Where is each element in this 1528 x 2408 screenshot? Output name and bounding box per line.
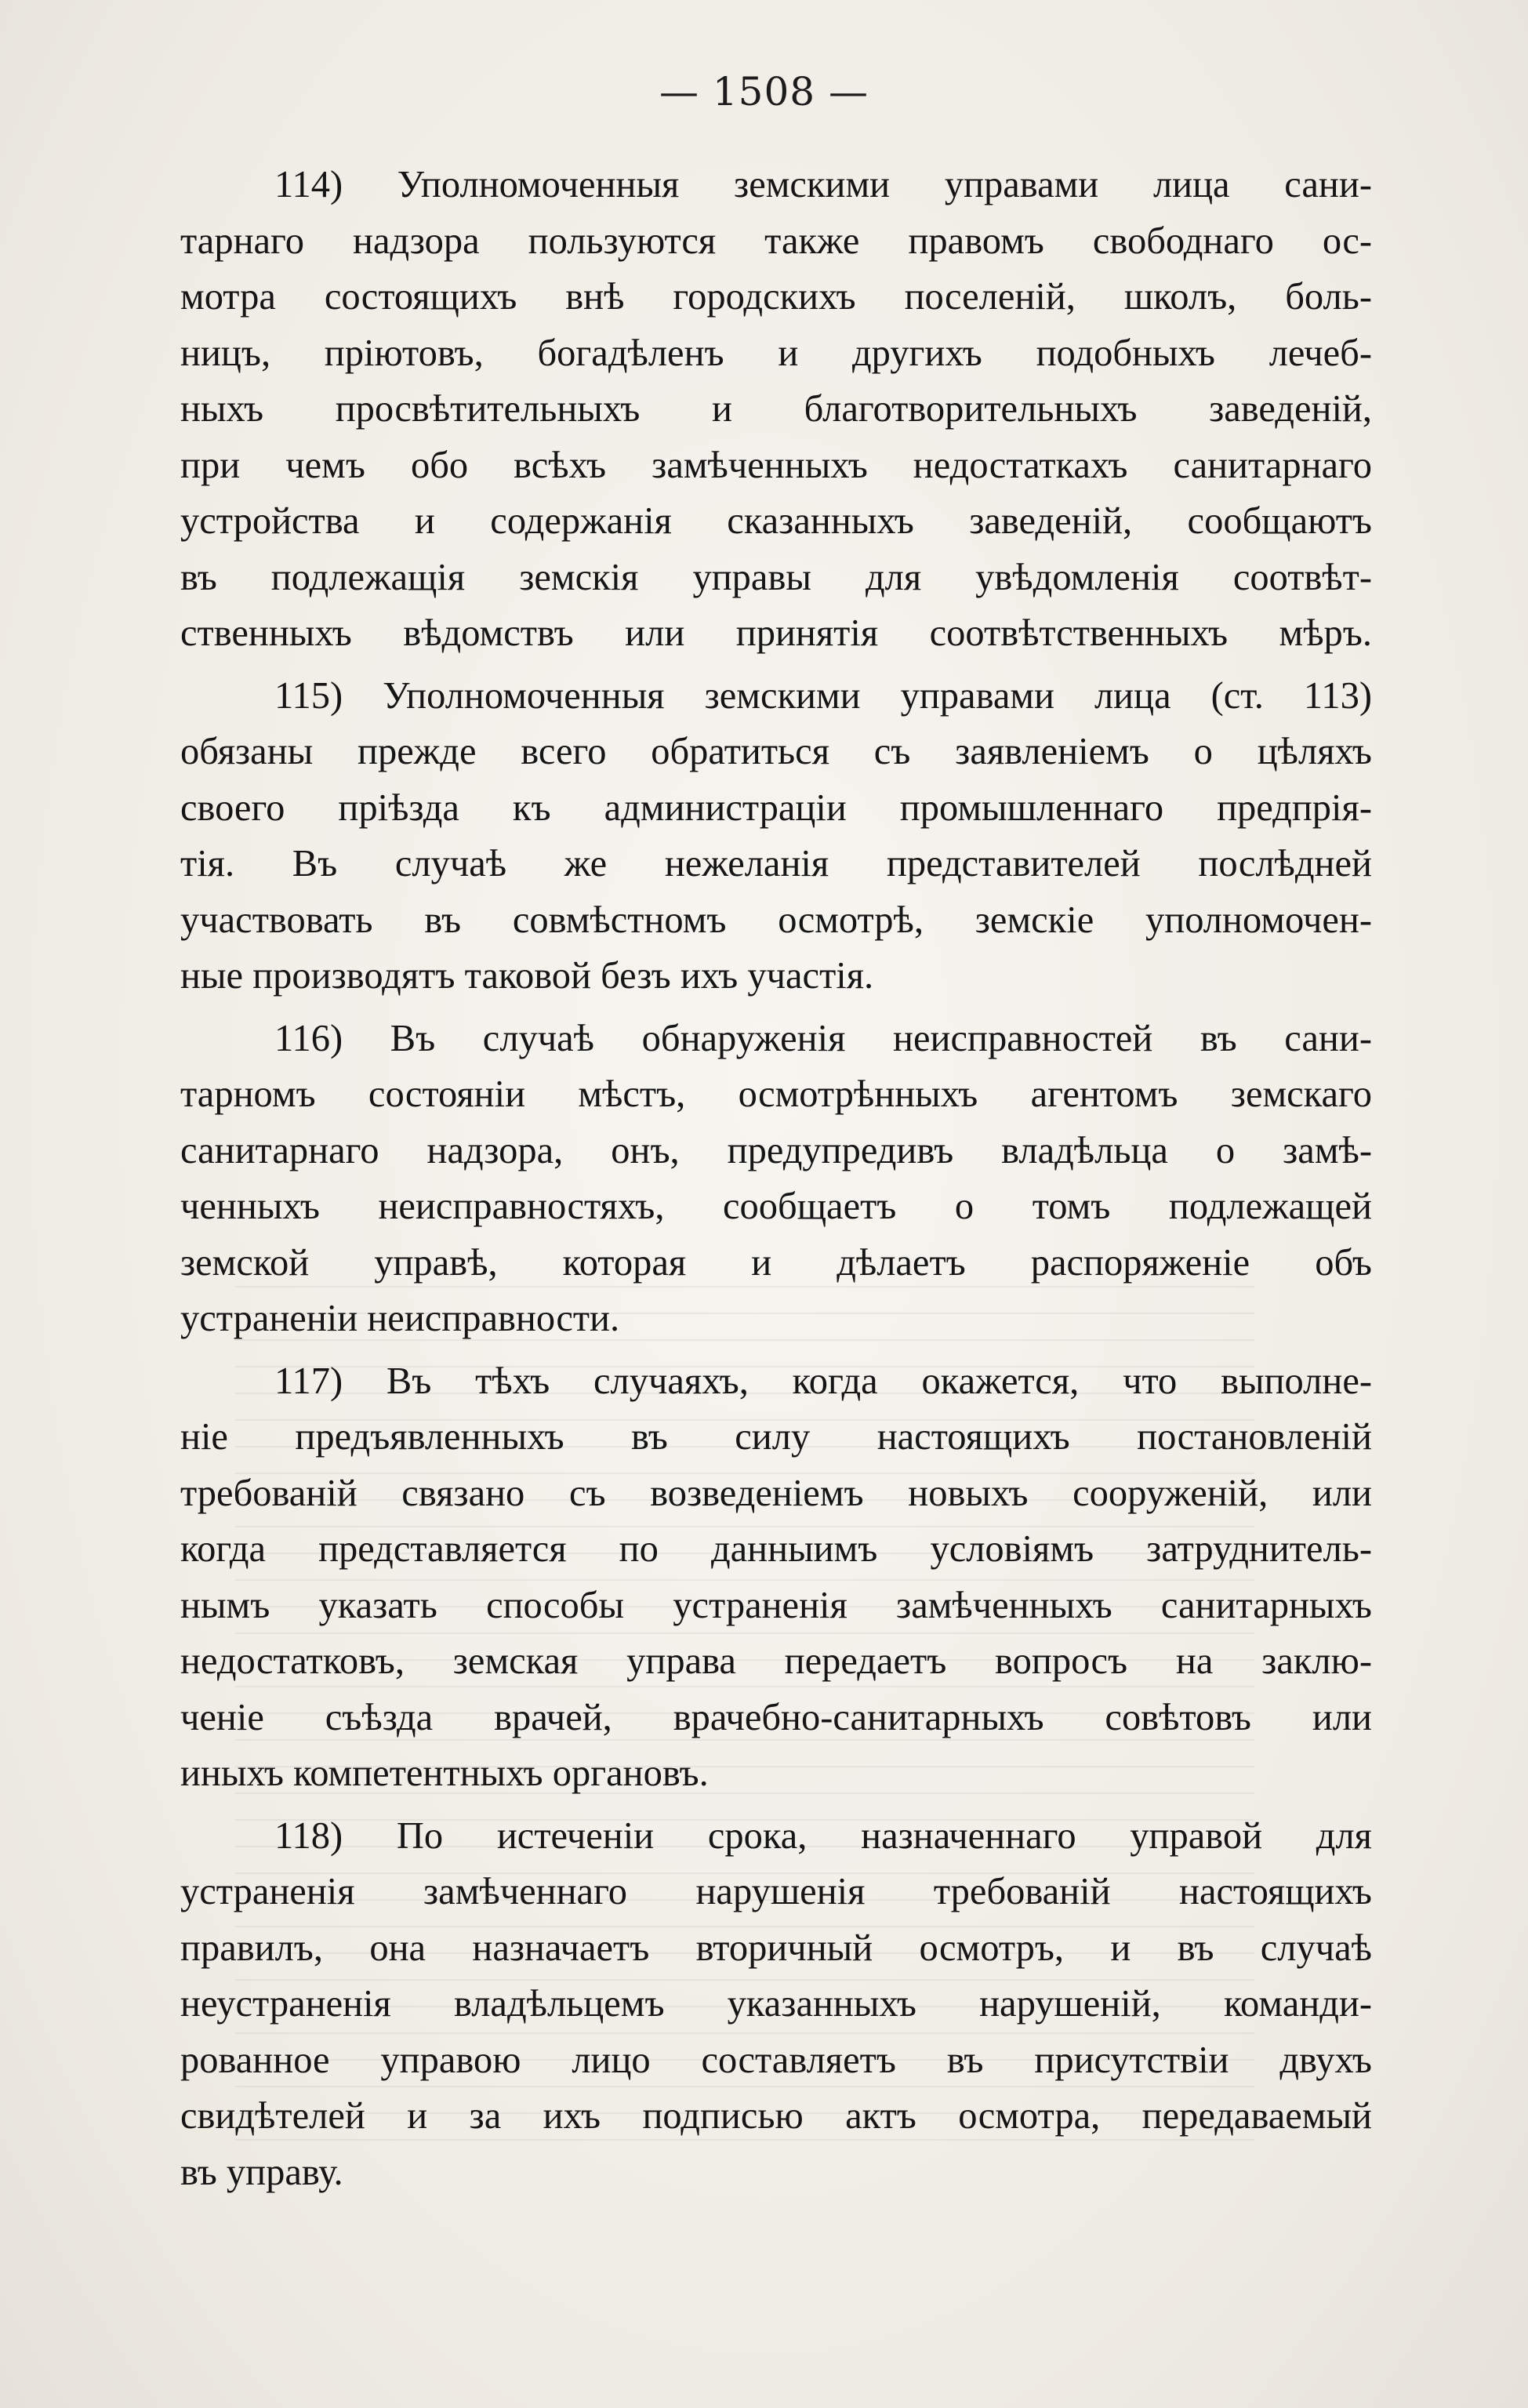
text-line: рованное управою лицо составляетъ въ присутствіи двухъ <box>180 2039 1372 2081</box>
text-line: устраненія замѣченнаго нарушенія требованій настоящихъ <box>180 1871 1372 1912</box>
text-line: 117) Въ тѣхъ случаяхъ, когда окажется, что выполне- <box>274 1360 1372 1402</box>
text-line: тія. Въ случаѣ же нежеланія представителей послѣдней <box>180 843 1372 884</box>
text-line: когда представляется по данныимъ условіямъ затруднитель- <box>180 1528 1372 1570</box>
text-line: въ подлежащія земскія управы для увѣдомленія соотвѣт- <box>180 556 1372 598</box>
paragraph-116 <box>180 1011 1372 1347</box>
body-text <box>180 157 1372 2206</box>
text-line: участвовать въ совмѣстномъ осмотрѣ, земскіе уполномочен- <box>180 899 1372 941</box>
text-line: недостатковъ, земская управа передаетъ вопросъ на заклю- <box>180 1640 1372 1682</box>
text-line: при чемъ обо всѣхъ замѣченныхъ недостаткахъ санитарнаго <box>180 444 1372 486</box>
text-line: ницъ, пріютовъ, богадѣленъ и другихъ подобныхъ лечеб- <box>180 332 1372 374</box>
text-line: 114) Уполномоченныя земскими управами лица сани- <box>274 164 1372 205</box>
text-line: устройства и содержанія сказанныхъ заведеній, сообщаютъ <box>180 500 1372 542</box>
text-line: земской управѣ, которая и дѣлаетъ распоряженіе объ <box>180 1241 1372 1284</box>
text-line: ніе предъявленныхъ въ силу настоящихъ постановленій <box>180 1416 1372 1458</box>
text-line: тарнаго надзора пользуются также правомъ свободнаго ос- <box>180 220 1372 262</box>
text-line: ныхъ просвѣтительныхъ и благотворительныхъ заведеній, <box>180 388 1372 430</box>
paragraph-114 <box>180 157 1372 662</box>
text-line: 118) По истеченіи срока, назначеннаго управой для <box>274 1814 1372 1857</box>
text-line: ные производятъ таковой безъ ихъ участія. <box>180 955 874 997</box>
text-line: въ управу. <box>180 2151 343 2193</box>
paragraph-117 <box>180 1353 1372 1802</box>
text-line: обязаны прежде всего обратиться съ заявленіемъ о цѣляхъ <box>180 731 1372 772</box>
paragraph-115 <box>180 668 1372 1004</box>
text-line: своего пріѣзда къ администраціи промышленнаго предпрія- <box>180 786 1372 829</box>
text-line: мотра состоящихъ внѣ городскихъ поселеній, школъ, боль- <box>180 276 1372 318</box>
text-line: устраненіи неисправности. <box>180 1298 620 1339</box>
text-line: ченныхъ неисправностяхъ, сообщаетъ о томъ подлежащей <box>180 1186 1372 1227</box>
text-line: санитарнаго надзора, онъ, предупредивъ владѣльца о замѣ- <box>180 1129 1372 1171</box>
text-line: неустраненія владѣльцемъ указанныхъ нарушеній, команди- <box>180 1983 1372 2025</box>
text-line: ченіе съѣзда врачей, врачебно-санитарныхъ совѣтовъ или <box>180 1696 1372 1738</box>
text-line: иныхъ компетентныхъ органовъ. <box>180 1752 709 1794</box>
text-line: тарномъ состояніи мѣстъ, осмотрѣнныхъ агентомъ земскаго <box>180 1073 1372 1115</box>
paragraph-118 <box>180 1808 1372 2201</box>
text-line: 116) Въ случаѣ обнаруженія неисправностей въ сани- <box>274 1017 1372 1059</box>
text-line: требованій связано съ возведеніемъ новыхъ сооруженій, или <box>180 1472 1372 1514</box>
text-line: нымъ указать способы устраненія замѣченныхъ санитарныхъ <box>180 1584 1372 1626</box>
text-line: 115) Уполномоченныя земскими управами лица (ст. 113) <box>274 674 1372 717</box>
text-line: свидѣтелей и за ихъ подписью актъ осмотра, передаваемый <box>180 2095 1372 2137</box>
text-line: ственныхъ вѣдомствъ или принятія соотвѣтственныхъ мѣръ. <box>180 612 1372 654</box>
page-number: — 1508 — <box>659 69 869 114</box>
text-line: правилъ, она назначаетъ вторичный осмотръ, и въ случаѣ <box>180 1927 1372 1969</box>
